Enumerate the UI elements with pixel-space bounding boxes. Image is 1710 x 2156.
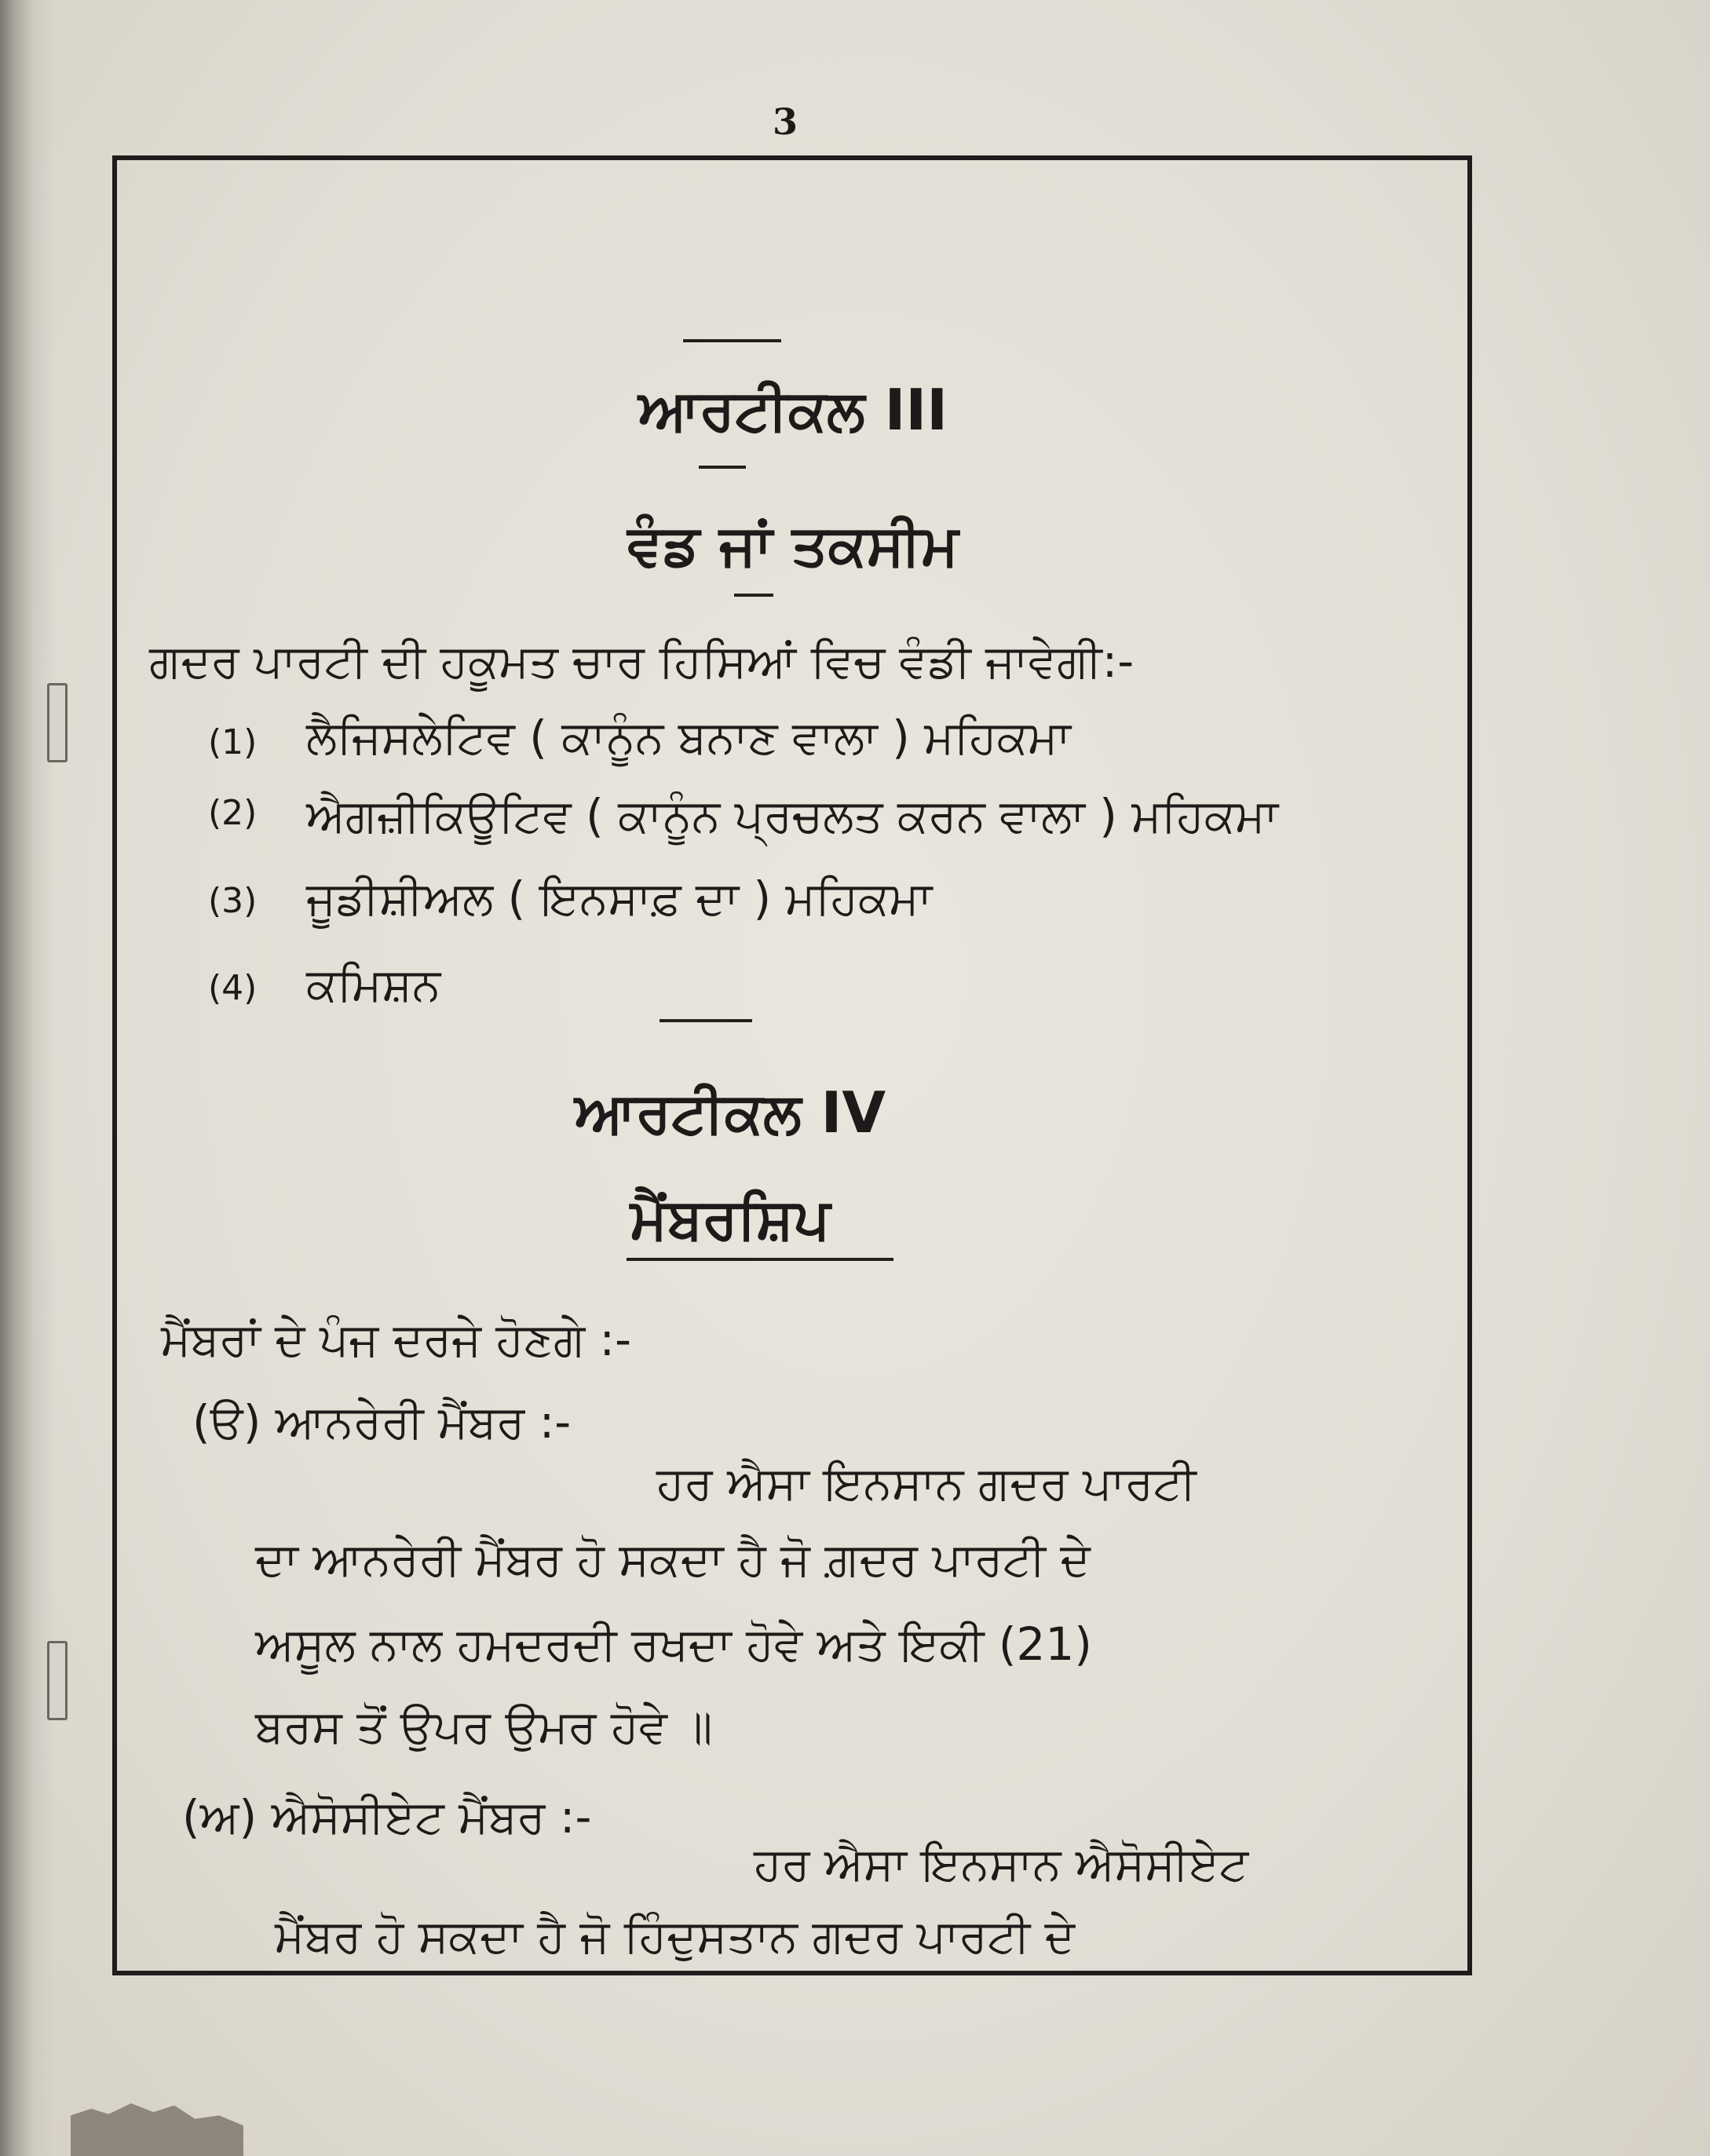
article-4-subheading: ਮੈਂਬਰਸ਼ਿਪ (630, 1186, 831, 1252)
subheading-underline-article-4 (627, 1258, 893, 1261)
section-b-line: ਹਰ ਐਸਾ ਇਨਸਾਨ ਐਸੋਸੀਏਟ (754, 1837, 1249, 1891)
article-3-subheading: ਵੰਡ ਜਾਂ ਤਕਸੀਮ (627, 512, 959, 578)
staple-top (47, 683, 68, 762)
section-divider (660, 1019, 752, 1022)
section-a-line: ਹਰ ਐਸਾ ਇਨਸਾਨ ਗਦਰ ਪਾਰਟੀ (656, 1456, 1197, 1510)
article-3-heading: ਆਰਟੀਕਲ III (638, 377, 948, 443)
section-a-line: ਬਰਸ ਤੋਂ ਉਪਰ ਉਮਰ ਹੋਵੇ ॥ (255, 1700, 713, 1753)
heading-underline-article-3 (699, 466, 746, 469)
page-number: 3 (772, 100, 798, 143)
list-item-number: (2) (208, 793, 258, 833)
article-3-intro: ਗਦਰ ਪਾਰਟੀ ਦੀ ਹਕੂਮਤ ਚਾਰ ਹਿਸਿਆਂ ਵਿਚ ਵੰਡੀ ਜਾਵੇਗੀ:- (149, 634, 1135, 688)
section-a-label: (ੳ) ਆਨਰੇਰੀ ਮੈਂਬਰ :- (192, 1395, 572, 1449)
subheading-underline-article-3 (734, 594, 773, 597)
article-4-intro: ਮੈਂਬਰਾਂ ਦੇ ਪੰਜ ਦਰਜੇ ਹੋਣਗੇ :- (161, 1313, 632, 1366)
torn-corner (71, 2088, 243, 2156)
list-item-text: ਲੈਜਿਸਲੇਟਿਵ ( ਕਾਨੂੰਨ ਬਨਾਣ ਵਾਲਾ ) ਮਹਿਕਮਾ (306, 711, 1071, 764)
section-b-line: ਮੈਂਬਰ ਹੋ ਸਕਦਾ ਹੈ ਜੋ ਹਿੰਦੁਸਤਾਨ ਗਦਰ ਪਾਰਟੀ ਦੇ (275, 1909, 1076, 1963)
list-item-text: ਐਗਜ਼ੀਕਿਊਟਿਵ ( ਕਾਨੂੰਨ ਪ੍ਰਚਲਤ ਕਰਨ ਵਾਲਾ ) ਮਹਿਕਮਾ (306, 789, 1279, 842)
binding-shadow (0, 0, 55, 2156)
list-item-number: (1) (208, 722, 258, 762)
section-a-line: ਅਸੂਲ ਨਾਲ ਹਮਦਰਦੀ ਰਖਦਾ ਹੋਵੇ ਅਤੇ ਇਕੀ (21) (255, 1617, 1092, 1671)
list-item-number: (3) (208, 881, 258, 921)
article-4-heading: ਆਰਟੀਕਲ IV (574, 1080, 886, 1146)
list-item-text: ਕਮਿਸ਼ਨ (306, 958, 441, 1011)
staple-bottom (47, 1641, 68, 1720)
section-b-label: (ਅ) ਐਸੋਸੀਏਟ ਮੈਂਬਰ :- (182, 1790, 592, 1844)
list-item-text: ਜੂਡੀਸ਼ੀਅਲ ( ਇਨਸਾਫ਼ ਦਾ ) ਮਹਿਕਮਾ (306, 872, 933, 925)
list-item-number: (4) (208, 968, 258, 1008)
section-a-line: ਦਾ ਆਨਰੇਰੀ ਮੈਂਬਰ ਹੋ ਸਕਦਾ ਹੈ ਜੋ ਗ਼ਦਰ ਪਾਰਟੀ ਦੇ (255, 1533, 1091, 1586)
heading-rule-article-3 (683, 339, 781, 342)
